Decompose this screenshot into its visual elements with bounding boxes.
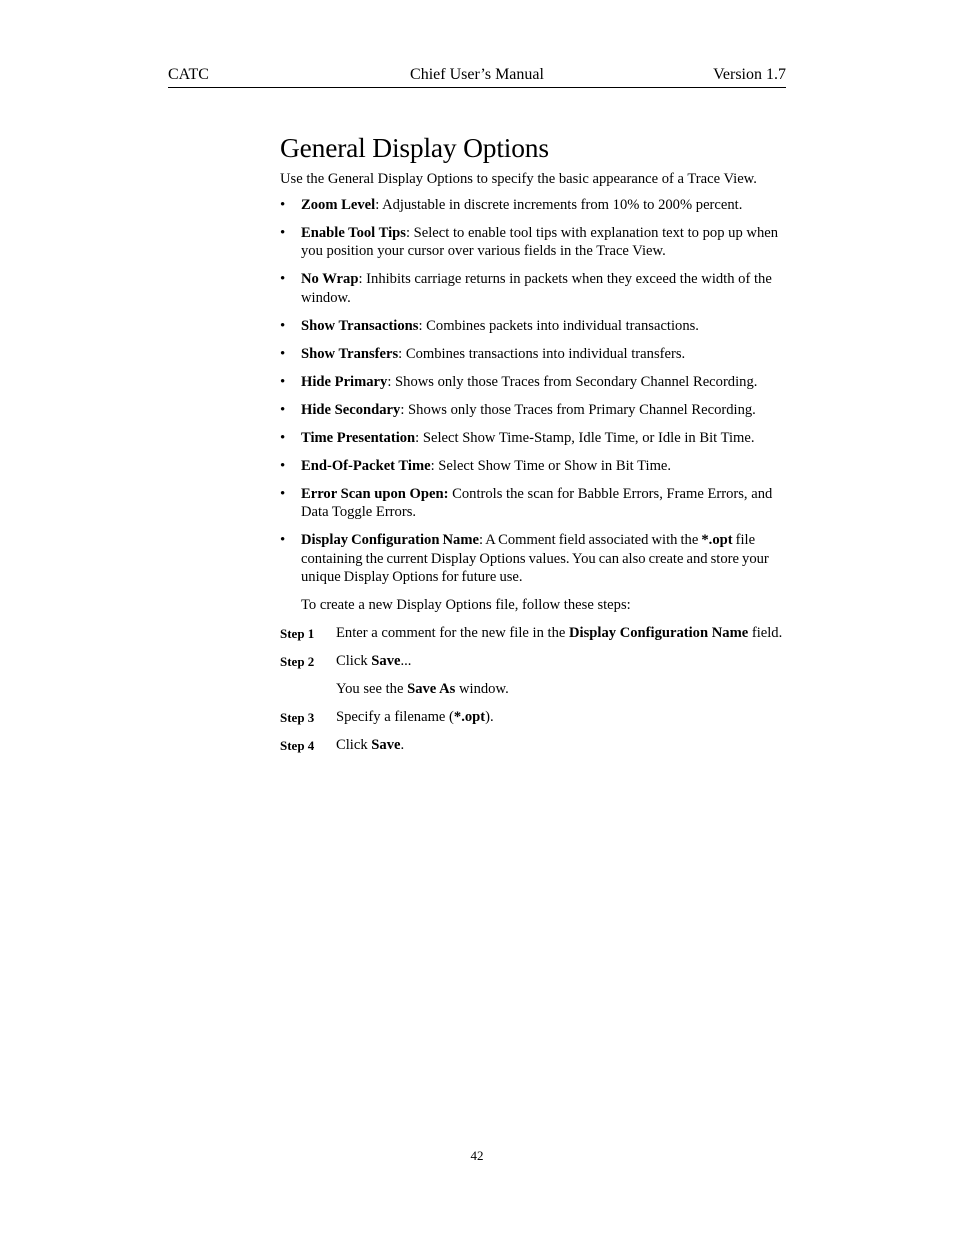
bullet-icon: • [280, 457, 286, 474]
bullet-icon: • [280, 532, 286, 548]
option-term: Zoom Level [301, 196, 376, 213]
page-header [168, 65, 786, 88]
bullet-icon: • [280, 271, 286, 287]
option-description: Shows only those Traces from Primary Channel Recording. [404, 401, 756, 418]
field-name: Display Configuration Name [569, 625, 749, 641]
option-term: Enable Tool Tips [301, 224, 406, 241]
button-name: Save [371, 653, 401, 669]
step-2-note: You see the Save As window. [336, 681, 509, 697]
bullet-icon: • [280, 224, 286, 241]
bullet-icon: • [280, 345, 286, 362]
option-description: Select to enable tool tips with explanation text to pop up when you position your cursor over various fields in the Trace View. [301, 224, 779, 259]
step-number: Step 2 [280, 654, 315, 669]
step-number: Step 1 [280, 626, 315, 641]
option-term: Hide Secondary [301, 401, 401, 418]
file-extension: *.opt [701, 532, 733, 548]
option-description: Shows only those Traces from Secondary Channel Recording. [391, 373, 758, 390]
option-term: Hide Primary [301, 373, 388, 390]
header-manual-title: Chief User’s Manual [410, 66, 544, 83]
step-3: Step 3 Specify a filename (*.opt). [280, 708, 790, 727]
option-description: Select Show Time or Show in Bit Time. [434, 457, 672, 474]
bullet-icon: • [280, 196, 286, 213]
steps-intro: To create a new Display Options file, follow these steps: [301, 597, 631, 613]
list-item: • Show Transactions: Combines packets into individual transactions. [280, 317, 699, 334]
option-term: Show Transfers [301, 345, 399, 362]
bullet-icon: • [280, 373, 286, 390]
step-number: Step 3 [280, 710, 315, 725]
options-list [280, 196, 790, 587]
section-title: General Display Options [280, 132, 549, 163]
intro-paragraph: Use the General Display Options to specify the basic appearance of a Trace View. [280, 171, 757, 187]
option-term: Time Presentation [301, 429, 416, 446]
option-term: Error Scan upon Open: [301, 485, 449, 502]
header-version: Version 1.7 [713, 66, 786, 83]
file-extension: *.opt [453, 709, 486, 725]
list-item: • Zoom Level: Adjustable in discrete increments from 10% to 200% percent. [280, 196, 743, 213]
step-2: Step 2 Click Save... [280, 652, 790, 671]
step-4: Step 4 Click Save. [280, 736, 790, 755]
page-number: 42 [470, 1148, 484, 1163]
option-description: Combines transactions into individual transfers. [402, 345, 686, 362]
list-item: • Show Transfers: Combines transactions into individual transfers. [280, 345, 686, 362]
step-number: Step 4 [280, 738, 315, 753]
bullet-icon: • [280, 485, 286, 502]
option-description: Inhibits carriage returns in packets when they exceed the width of the window. [301, 271, 772, 306]
list-item: • No Wrap: Inhibits carriage returns in packets when they exceed the width of the window. [280, 271, 772, 306]
option-description: Controls the scan for Babble Errors, Frame Errors, and Data Toggle Errors. [301, 485, 773, 520]
option-term: Show Transactions [301, 317, 419, 334]
bullet-icon: • [280, 429, 286, 446]
option-term: No Wrap [301, 271, 359, 287]
list-item [280, 485, 790, 522]
header-company: CATC [168, 66, 209, 83]
option-description: : A Comment field associated with the [479, 532, 702, 548]
bullet-icon: • [280, 317, 286, 334]
step-1: Step 1 Enter a comment for the new file in the Display Configuration Name field. [280, 624, 790, 643]
list-item: • Hide Primary: Shows only those Traces from Secondary Channel Recording. [280, 373, 758, 390]
option-description: Combines packets into individual transactions. [422, 317, 699, 334]
option-description: file containing the current Display Options values. You can also create and store your unique Display Options for future use. [301, 532, 769, 585]
main-content [280, 132, 790, 764]
option-description: Select Show Time-Stamp, Idle Time, or Idle in Bit Time. [419, 429, 755, 446]
list-item: • Time Presentation: Select Show Time-Stamp, Idle Time, or Idle in Bit Time. [280, 429, 755, 446]
list-item: • Enable Tool Tips: Select to enable tool tips with explanation text to pop up when you position your cursor over various fields in the Trace View. [280, 224, 779, 259]
button-name: Save [371, 737, 401, 753]
window-name: Save As [407, 681, 456, 697]
bullet-icon: • [280, 401, 286, 418]
list-item [280, 531, 790, 587]
list-item: • End-Of-Packet Time: Select Show Time or Show in Bit Time. [280, 457, 672, 474]
list-item: • Hide Secondary: Shows only those Traces from Primary Channel Recording. [280, 401, 756, 418]
option-term: Display Configuration Name [301, 532, 479, 548]
option-description: Adjustable in discrete increments from 10% to 200% percent. [379, 196, 743, 213]
option-term: End-Of-Packet Time [301, 457, 431, 474]
